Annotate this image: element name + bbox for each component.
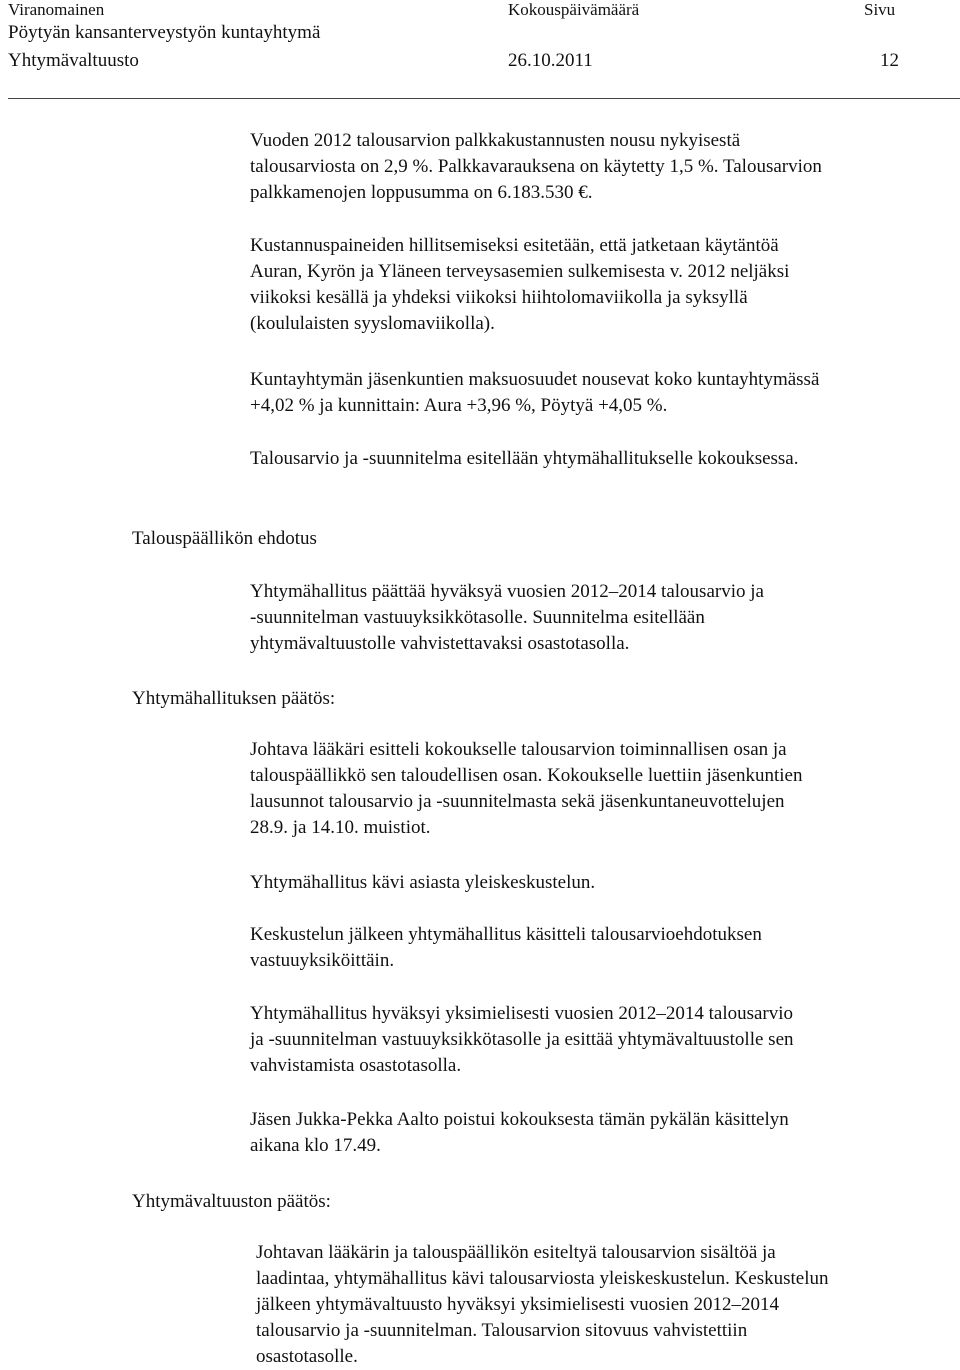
header-row-3 [8,48,952,74]
header-date: 26.10.2011 [508,50,593,71]
line: vastuuyksiköittäin. [250,950,395,971]
line: Kuntayhtymän jäsenkuntien maksuosuudet nousevat koko kuntayhtymässä [250,369,820,390]
paragraph-presentation [250,446,940,472]
line: Keskustelun jälkeen yhtymähallitus käsitteli talousarvioehdotuksen [250,924,762,945]
paragraph-member-left [250,1107,940,1159]
paragraph-cost-pressure [250,233,940,337]
line: Vuoden 2012 talousarvion palkkakustannusten nousu nykyisestä [250,130,741,151]
line: viikoksi kesällä ja yhdeksi viikoksi hiihtolomaviikolla ja syksyllä [250,287,748,308]
line: Yhtymähallitus kävi asiasta yleiskeskustelun. [250,872,596,893]
line: yhtymävaltuustolle vahvistettavaksi osastotasolla. [250,633,630,654]
line: palkkamenojen loppusumma on 6.183.530 €. [250,182,593,203]
header-page-label: Sivu [864,0,896,19]
line: lausunnot talousarvio ja -suunnitelmasta sekä jäsenkuntaneuvottelujen [250,791,785,812]
paragraph-member-contributions [250,367,940,419]
line: talouspäällikkö sen taloudellisen osan. Kokoukselle luettiin jäsenkuntien [250,765,803,786]
line: Johtavan lääkärin ja talouspäällikön esiteltyä talousarvion sisältöä ja [256,1242,776,1263]
line: ja -suunnitelman vastuuyksikkötasolle ja esittää yhtymävaltuustolle sen [250,1029,794,1050]
header-authority-label: Viranomainen [8,0,105,19]
header-row-1 [8,0,952,20]
paragraph-general-discussion [250,870,940,896]
line: Auran, Kyrön ja Yläneen terveysasemien sulkemisesta v. 2012 neljäksi [250,261,790,282]
label-council-decision: Yhtymävaltuuston päätös: [132,1191,331,1212]
line: talousarviosta on 2,9 %. Palkkavarauksena on käytetty 1,5 %. Talousarvion [250,156,822,177]
line: Kustannuspaineiden hillitsemiseksi esitetään, että jatketaan käytäntöä [250,235,779,256]
line: -suunnitelman vastuuyksikkötasolle. Suunnitelma esitellään [250,607,705,628]
line: (koululaisten syyslomaviikolla). [250,313,495,334]
line: vahvistamista osastotasolla. [250,1055,462,1076]
line: Talousarvio ja -suunnitelma esitellään yhtymähallitukselle kokouksessa. [250,448,799,469]
paragraph-salary-costs [250,128,940,206]
label-finance-proposal: Talouspäällikön ehdotus [132,528,317,549]
line: osastotasolle. [256,1346,358,1367]
line: jälkeen yhtymävaltuusto hyväksyi yksimielisesti vuosien 2012–2014 [256,1294,779,1315]
paragraph-proposal [250,579,940,657]
line: Johtava lääkäri esitteli kokoukselle talousarvion toiminnallisen osan ja [250,739,787,760]
line: 28.9. ja 14.10. muistiot. [250,817,431,838]
header-meeting-date-label: Kokouspäivämäärä [508,0,640,19]
document-header [8,0,952,74]
line: Yhtymähallitus hyväksyi yksimielisesti vuosien 2012–2014 talousarvio [250,1003,794,1024]
paragraph-presentation-details [250,737,940,841]
line: Yhtymähallitus päättää hyväksyä vuosien 2012–2014 talousarvio ja [250,581,764,602]
line: talousarvio ja -suunnitelman. Talousarvion sitovuus vahvistettiin [256,1320,748,1341]
header-body-name: Yhtymävaltuusto [8,50,139,71]
line: laadintaa, yhtymähallitus kävi talousarviosta yleiskeskustelun. Keskustelun [256,1268,829,1289]
line: aikana klo 17.49. [250,1135,381,1156]
header-organization: Pöytyän kansanterveystyön kuntayhtymä [8,22,321,43]
paragraph-unit-review [250,922,940,974]
header-divider [8,98,960,99]
paragraph-council-decision [256,1240,946,1370]
line: Jäsen Jukka-Pekka Aalto poistui kokouksesta tämän pykälän käsittelyn [250,1109,789,1130]
header-page-number: 12 [880,50,899,71]
label-board-decision: Yhtymähallituksen päätös: [132,688,336,709]
line: +4,02 % ja kunnittain: Aura +3,96 %, Pöytyä +4,05 %. [250,395,668,416]
header-row-2 [8,20,952,46]
paragraph-board-approval [250,1001,940,1079]
